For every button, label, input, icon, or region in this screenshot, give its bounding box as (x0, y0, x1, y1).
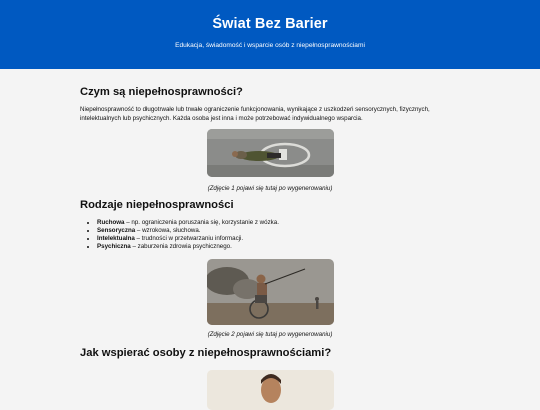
section-heading-what-are-disabilities: Czym są niepełnosprawności? (80, 86, 243, 98)
section-heading-how-to-support: Jak wspierać osoby z niepełnosprawnościami? (80, 346, 332, 359)
photo-3-image (207, 370, 334, 410)
list-item: • Intelektualna – trudności w przetwarzaniu informacji. (97, 235, 460, 243)
list-item: • Sensoryczna – wzrokowa, słuchowa. (97, 227, 460, 235)
photo-1-caption: (Zdjęcie 1 pojawi się tutaj po wygenerowaniu) (207, 185, 333, 193)
figure-3 (80, 370, 460, 410)
site-subtitle: Edukacja, świadomość i wsparcie osób z niepełnosprawnościami (175, 42, 365, 49)
list-item: • Ruchowa – np. ograniczenia poruszania się, korzystanie z wózka. (97, 219, 460, 227)
figure-2 (80, 259, 460, 338)
figure-1 (80, 129, 460, 192)
disability-types-list (80, 219, 460, 251)
section-paragraph-definition: Niepełnosprawność to długotrwałe lub trwałe ograniczenie funkcjonowania, wynikające z uszkodzeń sensorycznych, fizycznych, intelektualnych lub psychicznych. Każda osoba jest inna i może potrzebować indywidualnego wsparcia. (80, 106, 430, 122)
photo-1-image (207, 129, 334, 177)
site-title: Świat Bez Barier (212, 16, 328, 32)
main-content (80, 69, 460, 410)
photo-2-caption: (Zdjęcie 2 pojawi się tutaj po wygenerowaniu) (207, 330, 333, 338)
photo-2-image (207, 259, 334, 325)
site-header (0, 0, 540, 69)
list-item: • Psychiczna – zaburzenia zdrowia psychicznego. (97, 243, 460, 251)
section-heading-types: Rodzaje niepełnosprawności (80, 199, 234, 212)
